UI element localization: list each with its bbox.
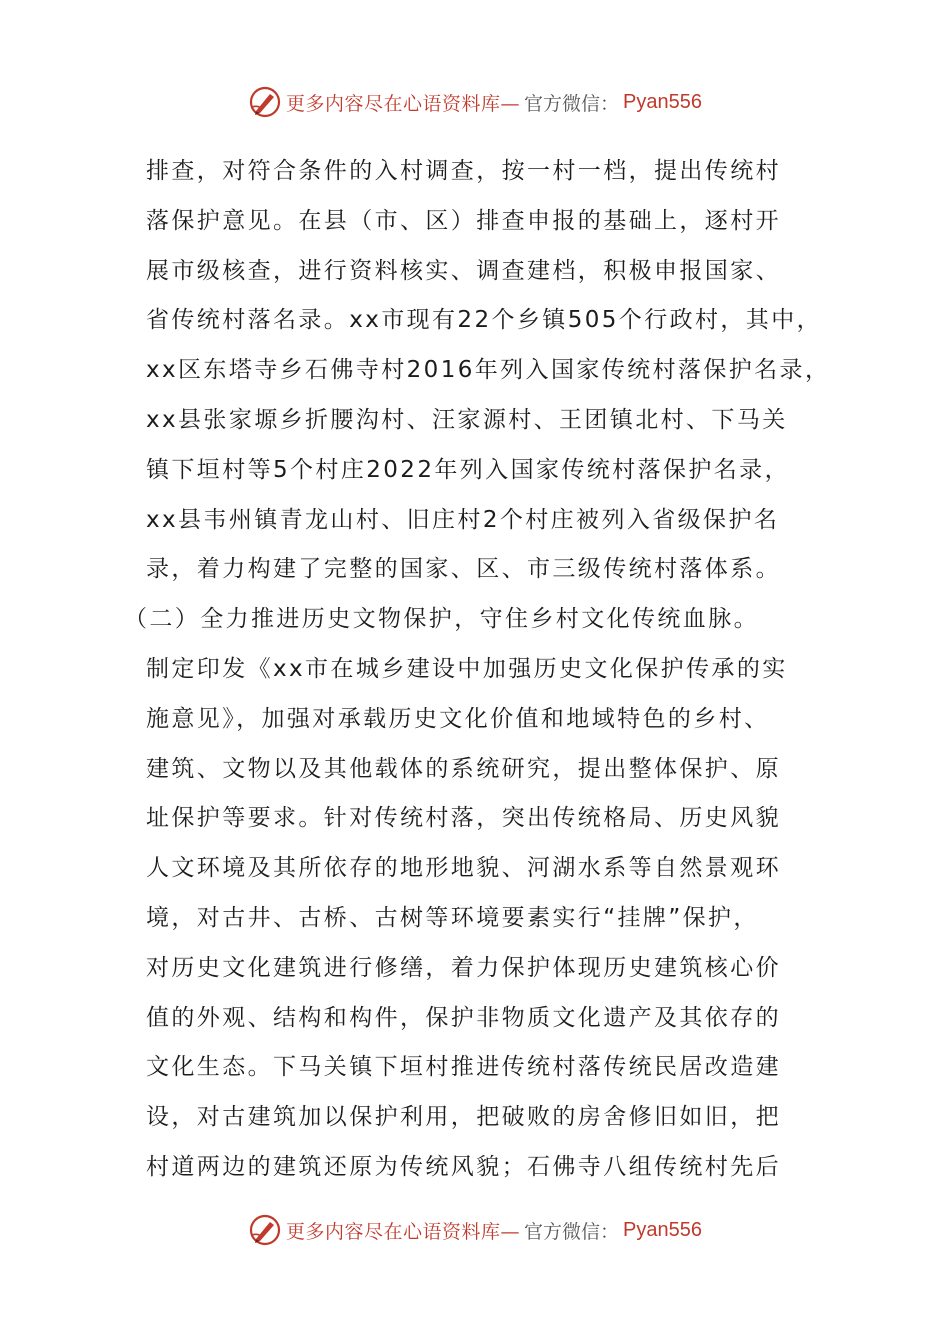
- pen-logo-icon: [248, 1213, 282, 1247]
- header-wechat-label: 官方微信：: [524, 92, 620, 115]
- body-line-3: 展市级核查，进行资料核实、调查建档，积极申报国家、: [146, 257, 781, 284]
- body-line-6: xx县张家塬乡折腰沟村、汪家源村、王团镇北村、下马关: [146, 406, 788, 433]
- footer-banner-text: 更多内容尽在心语资料库—: [286, 1220, 521, 1243]
- footer-banner: [0, 1210, 950, 1250]
- body-line-17: 对历史文化建筑进行修缮，着力保护体现历史建筑核心价: [146, 954, 781, 981]
- body-line-14: 址保护等要求。针对传统村落，突出传统格局、历史风貌: [146, 805, 781, 832]
- body-line-4: 省传统村落名录。xx市现有22个乡镇505个行政村，其中，: [146, 307, 822, 334]
- footer-wechat-label: 官方微信：: [524, 1220, 620, 1243]
- section-heading: （二）全力推进历史文物保护，守住乡村文化传统血脉。: [124, 606, 759, 633]
- body-line-12: 施意见》，加强对承载历史文化价值和地域特色的乡村、: [146, 705, 770, 732]
- body-line-16: 境，对古井、古桥、古树等环境要素实行“挂牌”保护，: [146, 904, 759, 931]
- footer-banner-content: [248, 1213, 702, 1247]
- pen-logo-icon: [248, 85, 282, 119]
- document-body: [124, 147, 836, 1193]
- body-line-7: 镇下垣村等5个村庄2022年列入国家传统村落保护名录，: [146, 456, 790, 483]
- footer-wechat-id: Pyan556: [623, 1218, 702, 1241]
- body-line-8: xx县韦州镇青龙山村、旧庄村2个村庄被列入省级保护名: [146, 506, 780, 533]
- header-wechat-id: Pyan556: [623, 90, 702, 113]
- header-banner: [0, 82, 950, 122]
- body-line-5: xx区东塔寺乡石佛寺村2016年列入国家传统村落保护名录，: [146, 357, 831, 384]
- body-line-1: 排查，对符合条件的入村调查，按一村一档，提出传统村: [146, 158, 781, 184]
- body-line-9: 录，着力构建了完整的国家、区、市三级传统村落体系。: [146, 556, 781, 583]
- body-line-2: 落保护意见。在县（市、区）排查申报的基础上，逐村开: [146, 207, 781, 234]
- body-line-11: 制定印发《xx市在城乡建设中加强历史文化保护传承的实: [146, 655, 788, 682]
- header-banner-content: [248, 85, 702, 119]
- body-line-20: 设，对古建筑加以保护利用，把破败的房舍修旧如旧，把: [146, 1104, 781, 1131]
- body-line-18: 值的外观、结构和构件，保护非物质文化遗产及其依存的: [146, 1004, 781, 1031]
- body-line-15: 人文环境及其所依存的地形地貌、河湖水系等自然景观环: [146, 855, 781, 882]
- body-line-13: 建筑、文物以及其他载体的系统研究，提出整体保护、原: [146, 755, 781, 782]
- body-line-21: 村道两边的建筑还原为传统风貌；石佛寺八组传统村先后: [146, 1153, 781, 1180]
- header-banner-text: 更多内容尽在心语资料库—: [286, 92, 521, 115]
- body-line-19: 文化生态。下马关镇下垣村推进传统村落传统民居改造建: [146, 1054, 781, 1081]
